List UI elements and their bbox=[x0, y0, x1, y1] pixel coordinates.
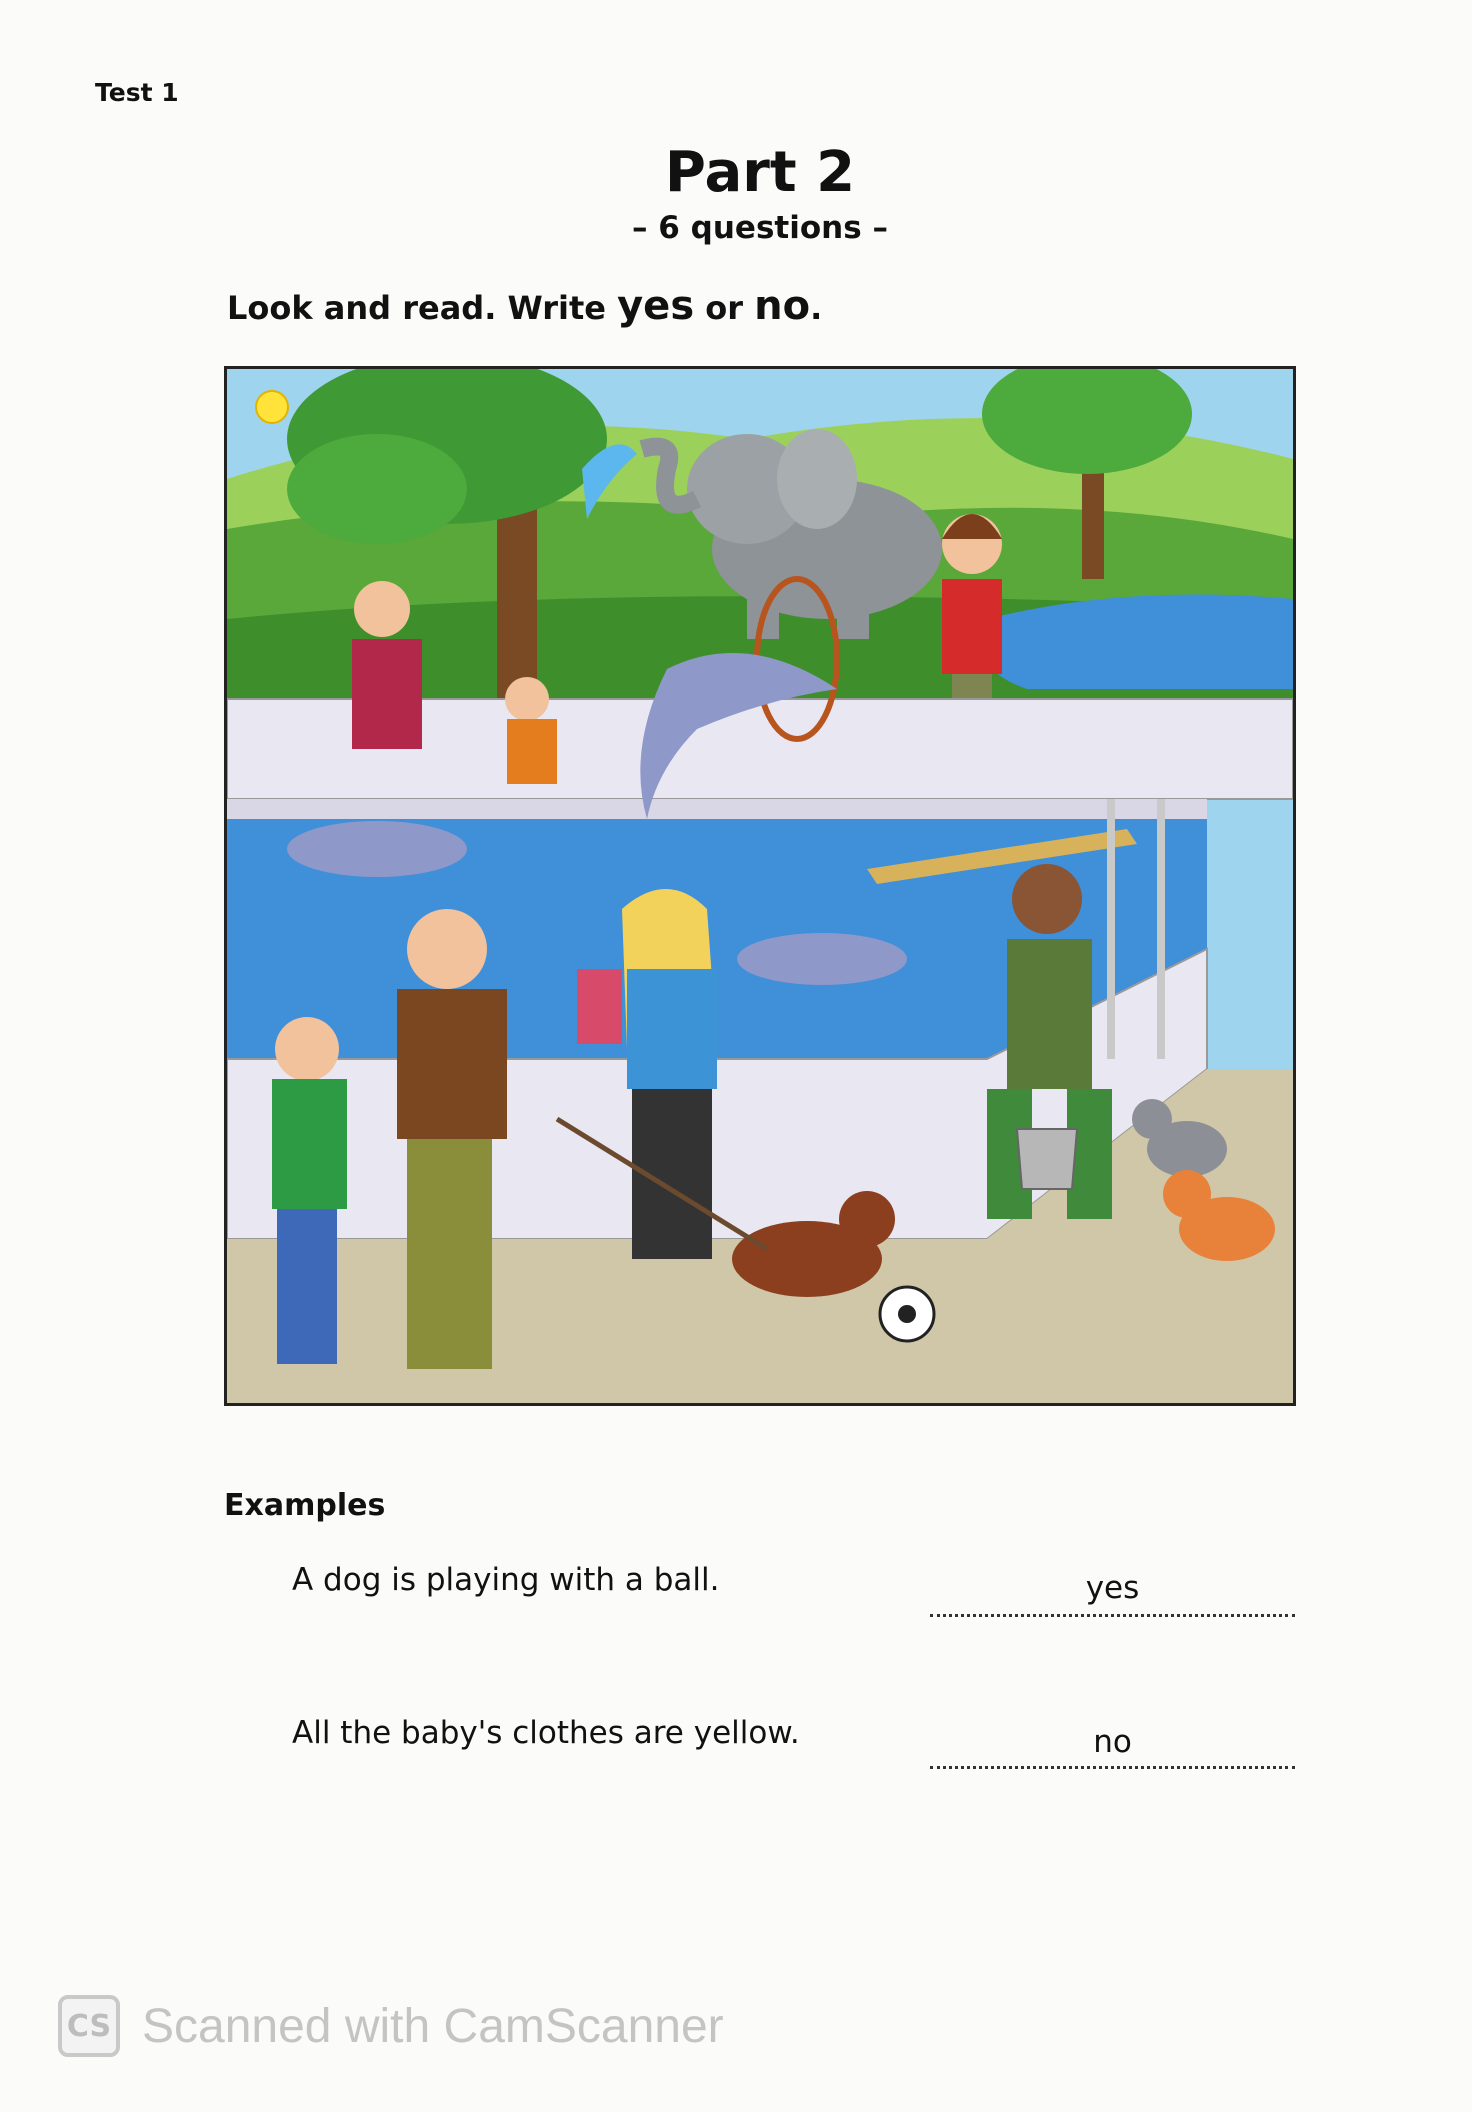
instruction-before: Look and read. Write bbox=[227, 289, 618, 327]
camscanner-text: Scanned with CamScanner bbox=[142, 1999, 724, 2053]
example-question-1: A dog is playing with a ball. bbox=[292, 1562, 720, 1598]
part-title: Part 2 bbox=[664, 140, 856, 205]
instruction bbox=[227, 283, 822, 329]
example-answer-2: no bbox=[1093, 1724, 1132, 1760]
bucket-icon bbox=[1017, 1129, 1077, 1189]
instruction-no-word: no bbox=[754, 283, 811, 329]
instruction-yes-word: yes bbox=[617, 283, 695, 329]
football-icon bbox=[880, 1287, 934, 1341]
example-answer-1: yes bbox=[1085, 1570, 1140, 1606]
test-label: Test 1 bbox=[95, 78, 179, 107]
example-question-2: All the baby's clothes are yellow. bbox=[292, 1715, 800, 1751]
instruction-middle: or bbox=[694, 289, 755, 327]
instruction-after: . bbox=[810, 289, 823, 327]
illustration-svg bbox=[227, 369, 1293, 1403]
dolphin-icon bbox=[737, 933, 907, 985]
part-subtitle: – 6 questions – bbox=[632, 210, 888, 246]
examples-heading: Examples bbox=[224, 1488, 386, 1523]
dolphin-icon bbox=[287, 821, 467, 877]
camscanner-logo: CS bbox=[58, 1995, 120, 2057]
camscanner-watermark bbox=[58, 1995, 724, 2057]
zoo-illustration bbox=[224, 366, 1296, 1406]
sun-icon bbox=[256, 391, 288, 423]
